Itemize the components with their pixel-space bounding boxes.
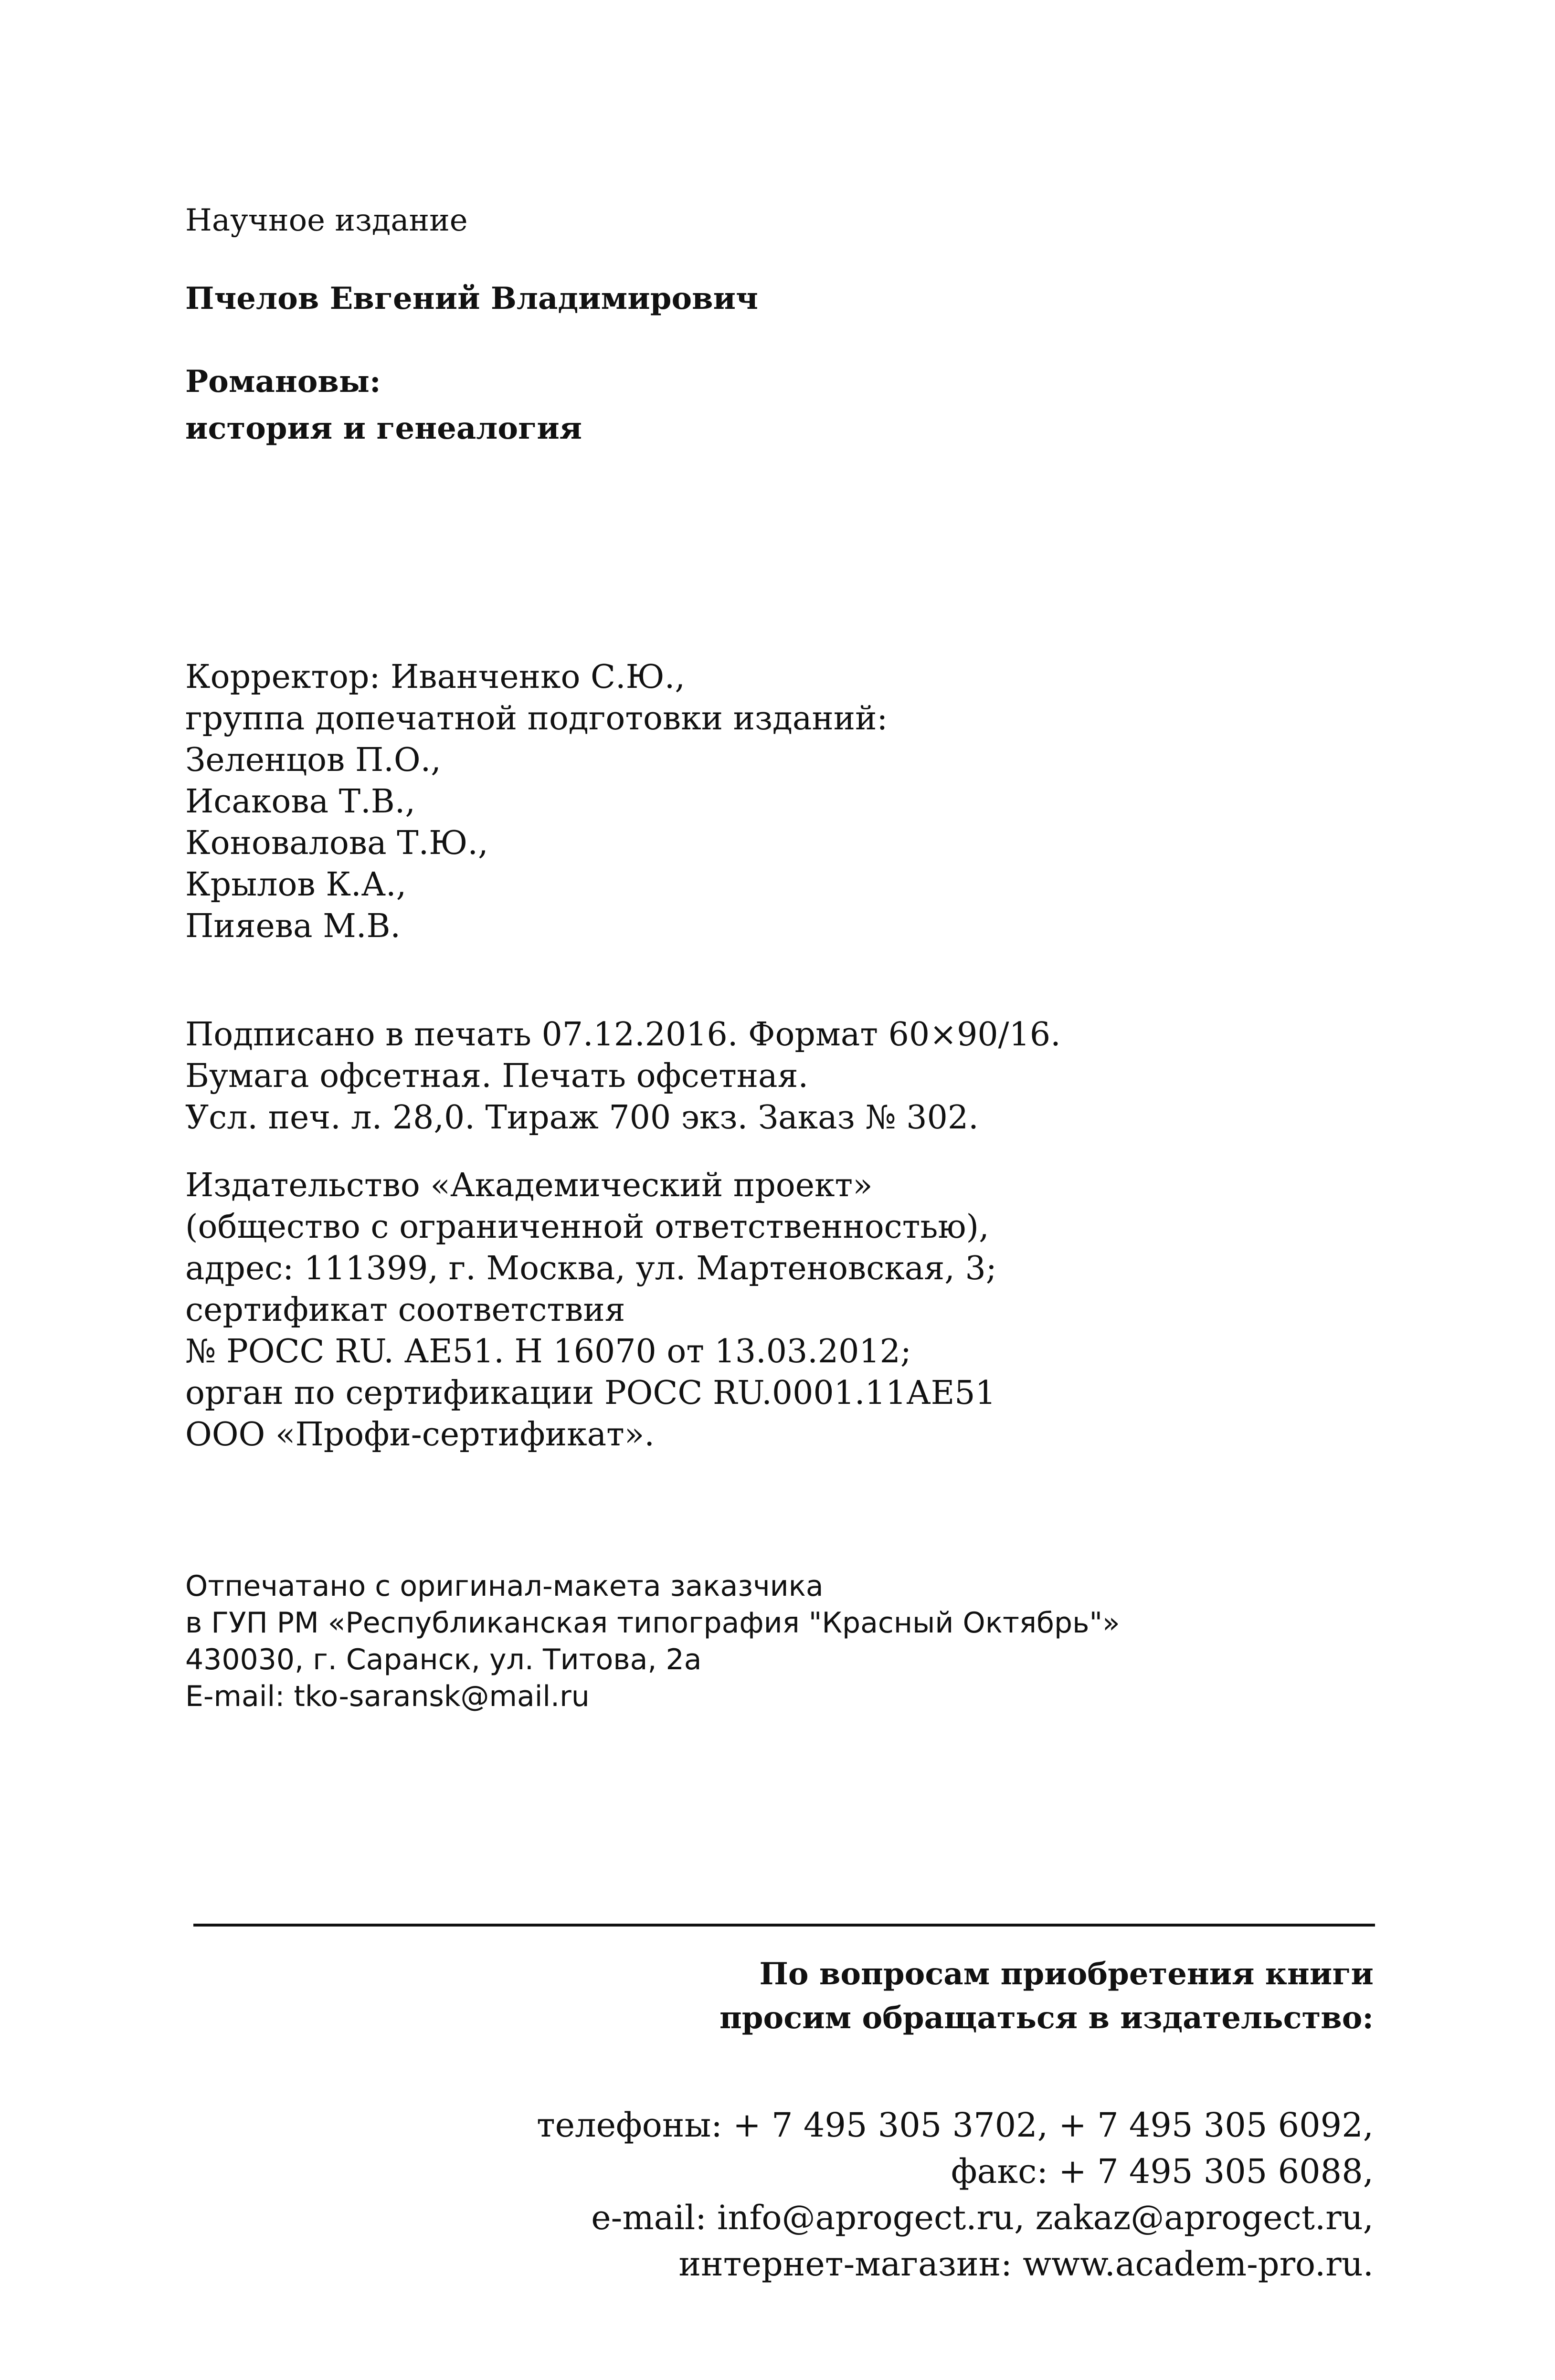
printer-line: в ГУП РМ «Республиканская типография "Красный Октябрь"» xyxy=(185,1606,1120,1640)
publisher-block xyxy=(185,1165,997,1455)
print-info-line: Усл. печ. л. 28,0. Тираж 700 экз. Заказ № 302. xyxy=(185,1099,979,1137)
credits-line: Исакова Т.В., xyxy=(185,783,415,821)
credits-block xyxy=(185,656,888,947)
author-name: Пчелов Евгений Владимирович xyxy=(185,281,758,316)
publisher-line: орган по сертификации РОСС RU.0001.11АЕ51 xyxy=(185,1374,996,1412)
credits-line: Крылов К.А., xyxy=(185,866,407,904)
contact-heading-line-1: По вопросам приобретения книги xyxy=(759,1956,1374,1992)
contact-fax: факс: + 7 495 305 6088, xyxy=(951,2152,1374,2191)
contact-phones: телефоны: + 7 495 305 3702, + 7 495 305 6092, xyxy=(536,2106,1374,2145)
printer-email-line: E-mail: tko-saransk@mail.ru xyxy=(185,1680,590,1713)
contact-webshop: интернет-магазин: www.academ-pro.ru. xyxy=(678,2244,1374,2284)
edition-type: Научное издание xyxy=(185,203,468,238)
contact-block xyxy=(537,1952,1374,2287)
credits-line: Зеленцов П.О., xyxy=(185,741,441,779)
contact-email: e-mail: info@aprogect.ru, zakaz@aprogect.ru, xyxy=(591,2198,1374,2237)
publisher-line: ООО «Профи-сертификат». xyxy=(185,1416,655,1453)
book-title-line-1: Романовы: xyxy=(185,364,381,400)
publisher-line: адрес: 111399, г. Москва, ул. Мартеновская, 3; xyxy=(185,1250,997,1287)
contact-heading xyxy=(537,1952,1374,2040)
print-info-line: Бумага офсетная. Печать офсетная. xyxy=(185,1057,809,1095)
credits-line: Пияева М.В. xyxy=(185,907,401,945)
credits-line: Коновалова Т.Ю., xyxy=(185,824,488,862)
printer-block xyxy=(185,1568,1120,1715)
horizontal-divider xyxy=(193,1924,1375,1927)
book-title-line-2: история и генеалогия xyxy=(185,411,582,446)
contact-heading-line-2: просим обращаться в издательство: xyxy=(719,2000,1374,2036)
publisher-line: № РОСС RU. АЕ51. Н 16070 от 13.03.2012; xyxy=(185,1333,911,1370)
credits-line: группа допечатной подготовки изданий: xyxy=(185,700,888,737)
contact-details xyxy=(537,2102,1374,2287)
publisher-line: Издательство «Академический проект» xyxy=(185,1167,873,1204)
print-info-line: Подписано в печать 07.12.2016. Формат 60×90/16. xyxy=(185,1016,1061,1053)
credits-line: Корректор: Иванченко С.Ю., xyxy=(185,658,686,696)
printer-line: Отпечатано с оригинал-макета заказчика xyxy=(185,1569,824,1603)
title-block xyxy=(185,200,758,449)
publisher-line: (общество с ограниченной ответственностью), xyxy=(185,1208,989,1246)
publisher-line: сертификат соответствия xyxy=(185,1291,625,1329)
print-info-block xyxy=(185,1014,1061,1138)
printer-line: 430030, г. Саранск, ул. Титова, 2а xyxy=(185,1643,702,1676)
